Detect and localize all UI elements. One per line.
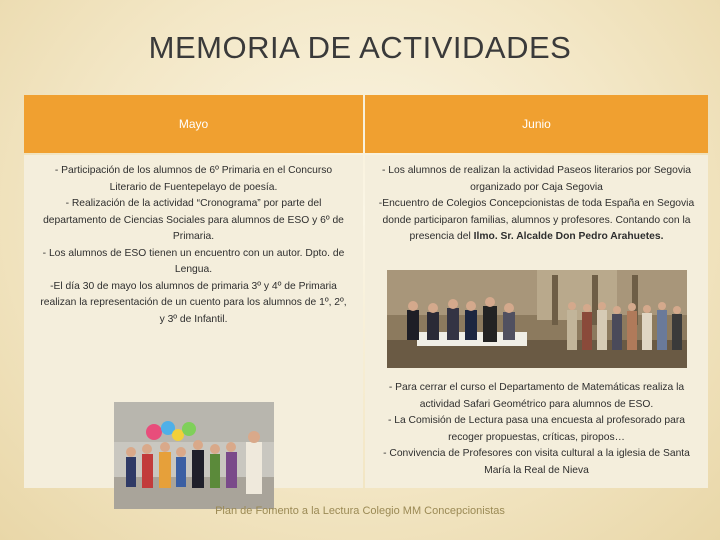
mayo-line: - Participación de los alumnos de 6º Primaria en el Concurso (54, 165, 333, 176)
junio-line: - Convivencia de Profesores con visita cultural a la iglesia de Santa (383, 448, 690, 459)
mayo-line: realizan la representación de un cuento para los alumnos de 1º, 2º, (40, 297, 347, 308)
junio-line: recoger propuestas, críticas, piropos… (448, 431, 625, 443)
mayo-line: - Realización de la actividad “Cronograma” por parte del (65, 198, 322, 209)
alcalde-name: Ilmo. Sr. Alcalde Don Pedro Arahuetes. (473, 231, 664, 242)
junio-line (369, 229, 704, 246)
mayo-line: Lengua. (174, 264, 213, 275)
header-mayo: Mayo (24, 95, 363, 153)
junio-line: - La Comisión de Lectura pasa una encuesta al profesorado para (387, 415, 686, 426)
junio-line: organizado por Caja Segovia (470, 181, 603, 193)
mayo-line: Literario de Fuentepelayo de poesía. (109, 181, 278, 193)
mayo-line: y 3º de Infantil. (159, 313, 228, 325)
mayo-line: Primaria. (172, 231, 215, 242)
mayo-text (32, 163, 355, 328)
junio-line: - Para cerrar el curso el Departamento de Matemáticas realiza la (388, 382, 685, 393)
mayo-line: departamento de Ciencias Sociales para alumnos de ESO y 6º de (43, 214, 344, 226)
page-title: MEMORIA DE ACTIVIDADES (148, 30, 572, 65)
mayo-line: - Los alumnos de ESO tienen un encuentro con un autor. Dpto. de (42, 247, 345, 259)
junio-line: actividad Safari Geométrico para alumnos de ESO. (419, 398, 654, 410)
children-performance-photo (114, 402, 274, 509)
junio-line: -Encuentro de Colegios Concepcionistas de toda España en Segovia (378, 198, 695, 209)
junio-text-bottom (369, 380, 704, 479)
junio-text-top (369, 163, 704, 246)
junio-line: donde participaron familias, alumnos y profesores. Contando con la (382, 214, 691, 226)
mayo-cell (24, 155, 363, 488)
junio-line: María la Real de Nieva (484, 464, 589, 476)
activities-table (24, 95, 708, 488)
header-junio: Junio (365, 95, 708, 153)
junio-cell (365, 155, 708, 488)
junio-line: - Los alumnos de realizan la actividad Paseos literarios por Segovia (381, 165, 692, 176)
junio-line-prefix: presencia del (409, 231, 474, 242)
footer-text: Plan de Fomento a la Lectura Colegio MM Concepcionistas (215, 505, 505, 517)
gathering-photo (387, 270, 687, 368)
mayo-line: -El día 30 de mayo los alumnos de primaria 3º y 4º de Primaria (50, 280, 337, 292)
